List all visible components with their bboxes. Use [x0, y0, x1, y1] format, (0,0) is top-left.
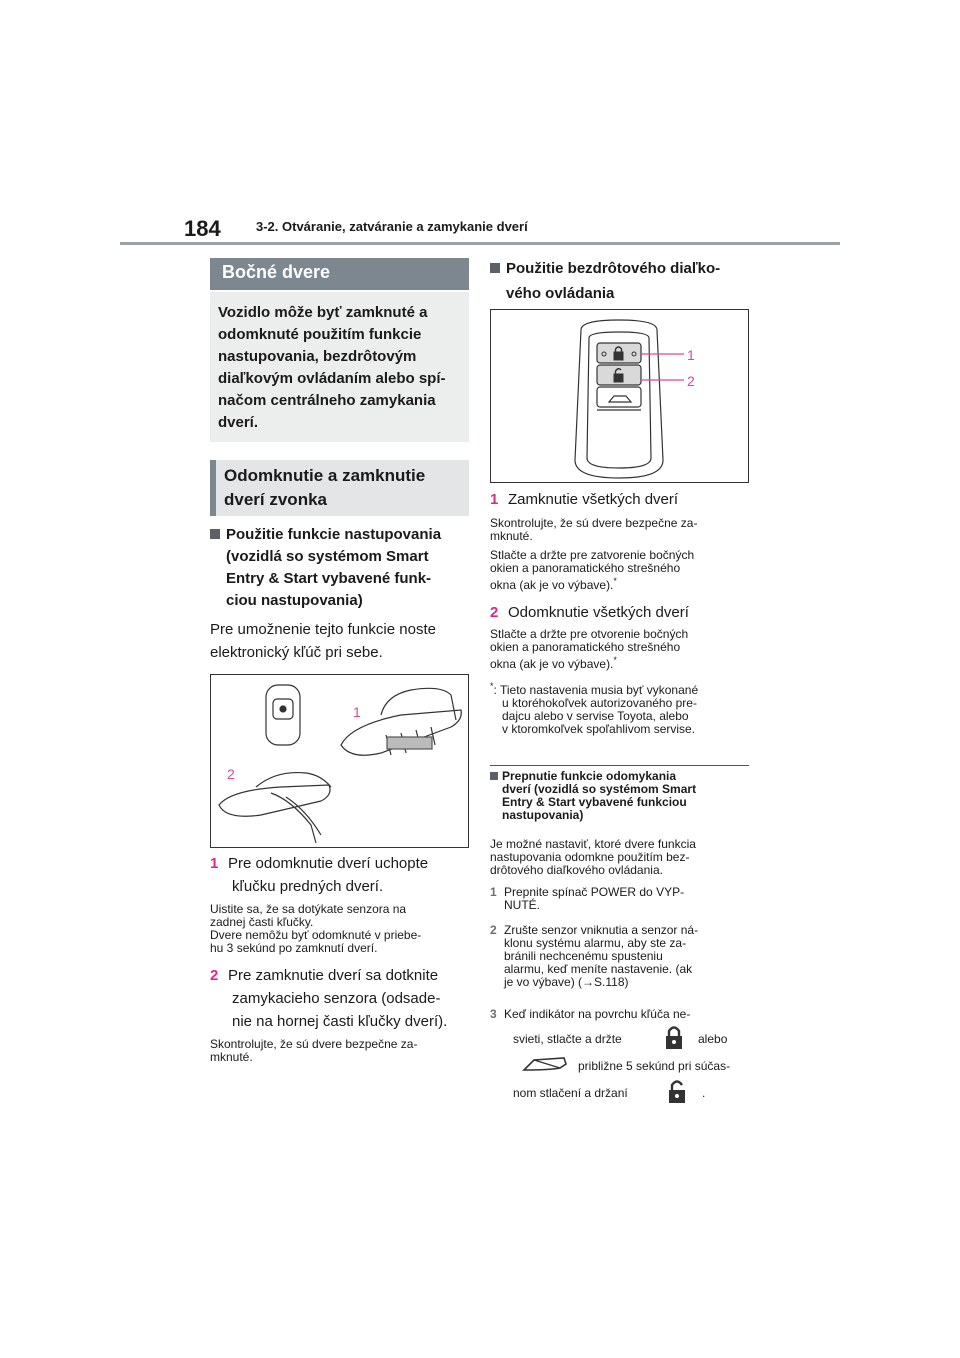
page-reference[interactable]: S.118) — [594, 975, 629, 989]
intro-box: Vozidlo môže byť zamknuté a odomknuté použitím funkcie nastupovania, bezdrôtovým diaľkovým ovládaním alebo spí-načom centrálneho zamykania dverí. — [210, 292, 469, 442]
switch-step-2 — [490, 924, 752, 989]
step-text: bránili nechcenému spusteniu — [504, 949, 663, 963]
body-line: Je možné nastaviť, ktoré dvere funkcia — [490, 837, 696, 851]
note-line: Stlačte a držte pre zatvorenie bočných — [490, 548, 695, 562]
step-text: Keď indikátor na povrchu kľúča ne- — [504, 1007, 691, 1021]
note-line: Dvere nemôžu byť odomknuté v priebe- — [210, 928, 422, 942]
step-2 — [210, 964, 472, 1033]
item-1-note — [490, 517, 752, 592]
footnote-line: u ktoréhokoľvek autorizovaného pre- — [502, 696, 697, 710]
door-handle-lower — [219, 773, 331, 843]
footnote-line: v ktoromkoľvek spoľahlivom servise. — [502, 722, 696, 736]
item-2 — [490, 601, 752, 624]
smart-key-icon — [266, 685, 300, 745]
bullet-square-icon — [210, 529, 220, 539]
figure-callout-2: 2 — [687, 373, 695, 389]
step-2-note — [210, 1038, 472, 1064]
item-text: Zamknutie všetkých dverí — [508, 491, 679, 508]
door-handle-figure — [210, 674, 469, 848]
note-line: okna (ak je vo výbave). — [490, 657, 614, 671]
heading-line: Entry & Start vybavené funkciou — [502, 795, 687, 809]
heading-line: Entry & Start vybavené funk- — [226, 570, 432, 587]
remote-key-illustration — [491, 310, 748, 482]
trunk-icon — [520, 1054, 570, 1076]
heading-line: (vozidlá so systémom Smart — [226, 548, 429, 565]
item-number: 2 — [490, 604, 499, 621]
heading-line: Prepnutie funkcie odomykania — [502, 769, 677, 783]
body-line: drôtového diaľkového ovládania. — [490, 863, 663, 877]
page-number: 184 — [184, 216, 221, 241]
lock-icon — [662, 1022, 686, 1052]
note-line: zadnej časti kľučky. — [210, 915, 314, 929]
step-text: Prepnite spínač POWER do VYP- — [504, 885, 685, 899]
step-text: Zrušte senzor vniknutia a senzor ná- — [504, 923, 699, 937]
remote-key-fob — [575, 320, 663, 478]
step-1 — [210, 852, 472, 898]
step-text: alebo — [698, 1032, 728, 1046]
subsection-heading-line: dverí zvonka — [224, 490, 327, 509]
step-text: približne 5 sekúnd pri súčas- — [578, 1059, 731, 1073]
item-1 — [490, 488, 752, 511]
entry-function-heading — [210, 524, 470, 612]
step-text: . — [702, 1086, 706, 1100]
step-text: nie na hornej časti kľučky dverí). — [232, 1013, 448, 1030]
heading-line: Použitie bezdrôtového diaľko- — [506, 260, 721, 277]
figure-callout-1: 1 — [687, 347, 695, 363]
body-line: Pre umožnenie tejto funkcie noste — [210, 621, 436, 638]
switch-step-1 — [490, 886, 752, 912]
switch-function-heading — [490, 770, 752, 822]
note-line: Skontrolujte, že sú dvere bezpečne za- — [210, 1037, 418, 1051]
footnote-line: dajcu alebo v servise Toyota, alebo — [502, 709, 689, 723]
step-text: je vo výbave) ( — [504, 975, 583, 989]
body-line: nastupovania odomkne použitím bez- — [490, 850, 690, 864]
remote-heading — [490, 258, 752, 305]
step-text: alarmu, keď meníte nastavenie. (ak — [504, 962, 693, 976]
door-handle-illustration — [211, 675, 468, 847]
step-number: 1 — [210, 855, 219, 872]
item-number: 1 — [490, 491, 499, 508]
switch-function-body — [490, 838, 752, 877]
heading-line: dverí (vozidlá so systémom Smart — [502, 782, 697, 796]
arrow-icon: → — [582, 975, 595, 989]
body-line: elektronický kľúč pri sebe. — [210, 644, 383, 661]
switch-step-3 — [490, 1008, 752, 1021]
bullet-square-icon — [490, 772, 498, 780]
step-text: NUTÉ. — [504, 898, 540, 912]
note-line: hu 3 sekúnd po zamknutí dverí. — [210, 941, 378, 955]
footnote — [490, 680, 752, 736]
step-text: Pre odomknutie dverí uchopte — [228, 855, 429, 872]
entry-function-body — [210, 618, 472, 664]
note-line: okien a panoramatického strešného — [490, 561, 681, 575]
note-line: okna (ak je vo výbave). — [490, 578, 614, 592]
step-1-note — [210, 903, 472, 955]
step-number: 2 — [490, 923, 497, 937]
footnote-line: : Tieto nastavenia musia byť vykonané — [493, 683, 699, 697]
step-text: nom stlačení a držaní — [513, 1086, 628, 1100]
note-line: mknuté. — [210, 1050, 253, 1064]
footnote-marker: * — [490, 681, 494, 691]
step-text: Pre zamknutie dverí sa dotknite — [228, 967, 439, 984]
note-line: mknuté. — [490, 529, 533, 543]
remote-key-figure — [490, 309, 749, 483]
step-text: zamykacieho senzora (odsade- — [232, 990, 441, 1007]
item-2-note — [490, 628, 752, 671]
step-number: 3 — [490, 1007, 497, 1021]
subsection-heading — [210, 460, 469, 516]
note-line: Skontrolujte, že sú dvere bezpečne za- — [490, 516, 698, 530]
step-number: 1 — [490, 885, 497, 899]
door-handle-upper — [341, 688, 461, 755]
item-text: Odomknutie všetkých dverí — [508, 604, 689, 621]
heading-line: ciou nastupovania) — [226, 592, 363, 609]
figure-callout-2: 2 — [227, 766, 235, 782]
note-line: Uistite sa, že sa dotýkate senzora na — [210, 902, 407, 916]
note-line: Stlačte a držte pre otvorenie bočných — [490, 627, 689, 641]
step-text: svieti, stlačte a držte — [513, 1032, 622, 1046]
bullet-square-icon — [490, 263, 500, 273]
subsection-heading-line: Odomknutie a zamknutie — [224, 466, 426, 485]
figure-callout-1: 1 — [353, 704, 361, 720]
heading-line: vého ovládania — [506, 285, 615, 302]
step-text: kľučku predných dverí. — [232, 878, 384, 895]
heading-line: Použitie funkcie nastupovania — [226, 526, 442, 543]
chapter-title: 3-2. Otváranie, zatváranie a zamykanie dverí — [256, 219, 528, 234]
section-heading: Bočné dvere — [210, 258, 469, 290]
heading-line: nastupovania) — [502, 808, 584, 822]
section-divider — [490, 765, 749, 766]
footnote-marker: * — [613, 655, 617, 665]
unlock-icon — [665, 1076, 689, 1106]
step-number: 2 — [210, 967, 219, 984]
footnote-marker: * — [613, 576, 617, 586]
step-text: klonu systému alarmu, aby ste za- — [504, 936, 687, 950]
header-rule — [120, 242, 840, 245]
note-line: okien a panoramatického strešného — [490, 640, 681, 654]
